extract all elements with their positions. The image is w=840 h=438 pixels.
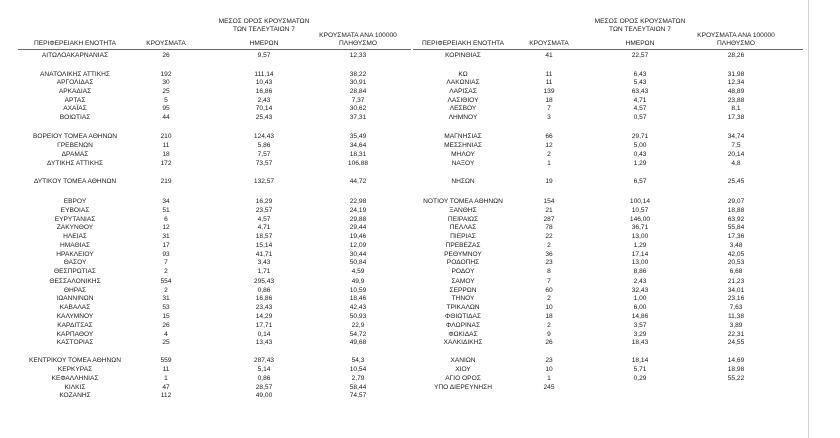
- left-row-per100k: 12,09: [349, 242, 367, 249]
- left-row-name: ΘΕΣΠΡΩΤΙΑΣ: [53, 268, 97, 275]
- right-header-per100k-2: ΠΛΗΘΥΣΜΟ: [717, 40, 755, 47]
- right-row-cases: 3: [547, 114, 551, 121]
- right-row-name: ΦΛΩΡΙΝΑΣ: [445, 322, 481, 329]
- left-row-avg: 111,14: [254, 71, 274, 78]
- left-row-avg: 23,57: [255, 207, 273, 214]
- left-row-name: ΚΟΖΑΝΗΣ: [59, 392, 91, 399]
- left-header-avg-3: ΗΜΕΡΩΝ: [249, 40, 279, 47]
- left-row-cases: 7: [164, 259, 168, 266]
- right-row-per100k: 48,89: [727, 88, 745, 95]
- left-row-per100k: 34,64: [349, 142, 367, 149]
- right-row-cases: 60: [545, 287, 553, 294]
- right-row-name: ΤΗΝΟΥ: [451, 295, 475, 302]
- right-row-name: ΞΑΝΘΗΣ: [449, 207, 477, 214]
- right-row-per100k: 22,31: [727, 331, 745, 338]
- right-row-per100k: 12,34: [727, 79, 745, 86]
- left-row-name: ΒΟΡΕΙΟΥ ΤΟΜΕΑ ΑΘΗΝΩΝ: [32, 133, 118, 140]
- left-header-cases: ΚΡΟΥΣΜΑΤΑ: [146, 40, 186, 47]
- right-row-cases: 2: [547, 151, 551, 158]
- left-row-cases: 25: [162, 339, 170, 346]
- left-row-per100k: 38,22: [349, 71, 367, 78]
- left-row-cases: 31: [162, 295, 170, 302]
- left-row-per100k: 22,98: [349, 198, 367, 205]
- left-row-per100k: 29,88: [349, 216, 367, 223]
- right-row-avg: 4,71: [633, 97, 647, 104]
- left-row-per100k: 50,84: [349, 259, 367, 266]
- left-row-cases: 112: [160, 392, 172, 399]
- right-row-per100k: 20,14: [727, 151, 745, 158]
- left-row-per100k: 42,43: [349, 304, 367, 311]
- right-row-cases: 2: [547, 242, 551, 249]
- left-row-per100k: 58,44: [349, 384, 367, 391]
- left-row-name: ΚΕΡΚΥΡΑΣ: [57, 366, 93, 373]
- right-row-per100k: 17,36: [727, 233, 745, 240]
- left-row-per100k: 18,31: [349, 151, 367, 158]
- right-row-per100k: 63,92: [727, 216, 745, 223]
- right-header-avg-3: ΗΜΕΡΩΝ: [625, 40, 655, 47]
- right-row-per100k: 7,5: [731, 142, 741, 149]
- left-row-name: ΑΙΤΩΛΟΑΚΑΡΝΑΝΙΑΣ: [41, 52, 109, 59]
- left-row-avg: 0,14: [257, 331, 271, 338]
- right-row-cases: 11: [545, 71, 553, 78]
- left-row-avg: 15,14: [255, 242, 273, 249]
- left-row-name: ΚΑΛΥΜΝΟΥ: [56, 313, 94, 320]
- right-header-cases: ΚΡΟΥΣΜΑΤΑ: [529, 40, 569, 47]
- left-row-cases: 25: [162, 88, 170, 95]
- left-row-name: ΚΕΦΑΛΛΗΝΙΑΣ: [51, 375, 99, 382]
- left-row-avg: 16,29: [255, 198, 273, 205]
- right-row-avg: 36,71: [631, 224, 649, 231]
- right-row-name: ΛΕΣΒΟΥ: [449, 105, 477, 112]
- left-row-name: ΚΑΡΔΙΤΣΑΣ: [57, 322, 93, 329]
- right-row-per100k: 20,53: [727, 259, 745, 266]
- right-row-per100k: 21,23: [727, 278, 745, 285]
- right-row-name: ΛΑΣΙΘΙΟΥ: [447, 97, 479, 104]
- left-row-cases: 47: [162, 384, 170, 391]
- right-header-region: ΠΕΡΙΦΕΡΕΙΑΚΗ ΕΝΟΤΗΤΑ: [421, 40, 505, 47]
- right-row-cases: 21: [545, 207, 553, 214]
- right-row-avg: 13,00: [631, 259, 649, 266]
- right-row-name: ΚΟΡΙΝΘΙΑΣ: [445, 52, 481, 59]
- left-row-per100k: 22,9: [351, 322, 365, 329]
- right-row-cases: 9: [547, 331, 551, 338]
- page-edge: [808, 0, 809, 438]
- left-header-per100k-1: ΚΡΟΥΣΜΑΤΑ ΑΝΑ 100000: [319, 32, 397, 39]
- right-row-per100k: 23,88: [727, 97, 745, 104]
- right-row-cases: 12: [545, 142, 553, 149]
- left-row-cases: 2: [164, 287, 168, 294]
- right-row-per100k: 3,48: [729, 242, 743, 249]
- right-row-avg: 18,14: [631, 357, 649, 364]
- right-row-avg: 2,43: [633, 278, 647, 285]
- left-row-avg: 73,57: [255, 160, 273, 167]
- right-row-cases: 154: [543, 198, 555, 205]
- left-row-cases: 210: [160, 133, 172, 140]
- left-row-name: ΗΜΑΘΙΑΣ: [60, 242, 90, 249]
- right-row-name: ΝΑΞΟΥ: [451, 160, 475, 167]
- left-row-name: ΑΡΚΑΔΙΑΣ: [58, 88, 92, 95]
- left-row-cases: 219: [160, 178, 172, 185]
- left-row-per100k: 50,93: [349, 313, 367, 320]
- right-row-avg: 100,14: [629, 198, 651, 205]
- left-row-cases: 26: [162, 322, 170, 329]
- left-row-avg: 4,57: [257, 216, 271, 223]
- right-row-avg: 29,71: [631, 133, 649, 140]
- left-row-cases: 11: [162, 142, 170, 149]
- left-row-avg: 5,14: [257, 366, 271, 373]
- right-row-avg: 0,43: [633, 151, 647, 158]
- right-row-cases: 26: [545, 339, 553, 346]
- right-row-per100k: 55,84: [727, 224, 745, 231]
- right-row-cases: 2: [547, 322, 551, 329]
- right-row-name: ΦΩΚΙΔΑΣ: [448, 331, 478, 338]
- right-row-avg: 1,00: [633, 295, 647, 302]
- left-row-name: ΕΥΒΟΙΑΣ: [60, 207, 90, 214]
- left-row-avg: 28,57: [255, 384, 273, 391]
- right-row-name: ΡΟΔΟΠΗΣ: [446, 259, 480, 266]
- left-row-per100k: 106,88: [347, 160, 369, 167]
- left-row-per100k: 54,3: [351, 357, 365, 364]
- right-row-cases: 23: [545, 357, 553, 364]
- left-row-cases: 4: [164, 331, 168, 338]
- left-row-name: ΚΑΣΤΟΡΙΑΣ: [56, 339, 94, 346]
- right-row-avg: 63,43: [631, 88, 649, 95]
- right-row-cases: 36: [545, 251, 553, 258]
- right-row-cases: 22: [545, 233, 553, 240]
- right-header-avg-1: ΜΕΣΟΣ ΟΡΟΣ ΚΡΟΥΣΜΑΤΩΝ: [594, 18, 686, 25]
- right-header-divider: [413, 49, 803, 50]
- right-header-per100k-1: ΚΡΟΥΣΜΑΤΑ ΑΝΑ 100000: [697, 32, 775, 39]
- right-row-avg: 18,43: [631, 339, 649, 346]
- left-row-per100k: 74,57: [349, 392, 367, 399]
- left-row-per100k: 29,44: [349, 224, 367, 231]
- left-row-per100k: 4,59: [351, 268, 365, 275]
- left-row-name: ΔΥΤΙΚΗΣ ΑΤΤΙΚΗΣ: [47, 160, 103, 167]
- left-row-name: ΕΥΡΥΤΑΝΙΑΣ: [54, 216, 96, 223]
- right-row-per100k: 18,98: [727, 366, 745, 373]
- right-row-avg: 22,57: [631, 52, 649, 59]
- left-row-per100k: 24,19: [349, 207, 367, 214]
- right-row-avg: 0,29: [633, 375, 647, 382]
- left-row-per100k: 12,33: [349, 52, 367, 59]
- right-row-per100k: 18,88: [727, 207, 745, 214]
- right-row-name: ΛΗΜΝΟΥ: [448, 114, 478, 121]
- right-row-cases: 23: [545, 259, 553, 266]
- left-row-cases: 11: [162, 366, 170, 373]
- left-row-name: ΘΗΡΑΣ: [63, 287, 87, 294]
- left-row-name: ΚΑΒΑΛΑΣ: [59, 304, 91, 311]
- left-row-avg: 14,29: [255, 313, 273, 320]
- right-row-per100k: 34,01: [727, 287, 745, 294]
- right-row-name: ΧΑΛΚΙΔΙΚΗΣ: [443, 339, 483, 346]
- left-row-cases: 44: [162, 114, 170, 121]
- right-row-avg: 5,00: [633, 142, 647, 149]
- left-row-per100k: 30,91: [349, 79, 367, 86]
- right-row-name: ΜΑΓΝΗΣΙΑΣ: [444, 133, 482, 140]
- right-row-avg: 10,57: [631, 207, 649, 214]
- right-row-per100k: 31,98: [727, 71, 745, 78]
- right-row-per100k: 14,69: [727, 357, 745, 364]
- left-row-avg: 7,57: [257, 151, 271, 158]
- right-row-avg: 4,57: [633, 105, 647, 112]
- left-row-name: ΓΡΕΒΕΝΩΝ: [57, 142, 93, 149]
- left-row-cases: 34: [162, 198, 170, 205]
- left-row-cases: 172: [160, 160, 172, 167]
- right-row-cases: 10: [545, 366, 553, 373]
- right-row-per100k: 29,07: [727, 198, 745, 205]
- right-row-name: ΝΗΣΩΝ: [451, 178, 475, 185]
- left-row-per100k: 19,46: [349, 233, 367, 240]
- left-header-avg-1: ΜΕΣΟΣ ΟΡΟΣ ΚΡΟΥΣΜΑΤΩΝ: [218, 18, 310, 25]
- right-row-avg: 13,00: [631, 233, 649, 240]
- right-row-per100k: 23,16: [727, 295, 745, 302]
- right-row-name: ΡΟΔΟΥ: [451, 268, 475, 275]
- left-row-avg: 124,43: [253, 133, 275, 140]
- left-row-name: ΙΩΑΝΝΙΝΩΝ: [56, 295, 94, 302]
- left-row-avg: 17,71: [255, 322, 273, 329]
- right-row-cases: 245: [543, 384, 555, 391]
- left-row-avg: 0,86: [257, 375, 271, 382]
- right-row-cases: 66: [545, 133, 553, 140]
- left-row-avg: 287,43: [253, 357, 275, 364]
- right-row-avg: 3,57: [633, 322, 647, 329]
- left-row-avg: 2,43: [257, 97, 271, 104]
- left-row-avg: 41,71: [255, 251, 273, 258]
- left-row-avg: 3,43: [257, 259, 271, 266]
- left-row-name: ΚΙΛΚΙΣ: [64, 384, 86, 391]
- left-row-per100k: 30,62: [349, 105, 367, 112]
- left-header-region: ΠΕΡΙΦΕΡΕΙΑΚΗ ΕΝΟΤΗΤΑ: [33, 40, 117, 47]
- right-row-name: ΦΘΙΩΤΙΔΑΣ: [445, 313, 481, 320]
- left-row-cases: 15: [162, 313, 170, 320]
- left-row-cases: 30: [162, 79, 170, 86]
- left-row-cases: 31: [162, 233, 170, 240]
- left-row-cases: 559: [160, 357, 172, 364]
- right-row-name: ΤΡΙΚΑΛΩΝ: [446, 304, 480, 311]
- right-row-cases: 18: [545, 313, 553, 320]
- left-header-per100k-2: ΠΛΗΘΥΣΜΟ: [339, 40, 377, 47]
- right-row-avg: 1,29: [633, 160, 647, 167]
- left-row-name: ΚΑΡΠΑΘΟΥ: [56, 331, 94, 338]
- left-row-name: ΑΡΤΑΣ: [64, 97, 86, 104]
- right-row-name: ΜΗΛΟΥ: [451, 151, 475, 158]
- left-row-name: ΕΒΡΟΥ: [63, 198, 87, 205]
- left-row-avg: 5,86: [257, 142, 271, 149]
- right-row-per100k: 25,45: [727, 178, 745, 185]
- left-row-name: ΔΡΑΜΑΣ: [61, 151, 89, 158]
- left-header-avg-2: ΤΩΝ ΤΕΛΕΥΤΑΙΩΝ 7: [233, 25, 295, 33]
- right-row-per100k: 6,68: [729, 268, 743, 275]
- right-row-per100k: 11,38: [727, 313, 745, 320]
- left-row-cases: 554: [160, 278, 172, 285]
- right-row-cases: 139: [543, 88, 555, 95]
- left-row-avg: 9,57: [257, 52, 271, 59]
- left-row-per100k: 44,72: [349, 178, 367, 185]
- left-row-avg: 70,14: [255, 105, 273, 112]
- left-row-cases: 1: [164, 375, 168, 382]
- right-row-cases: 41: [545, 52, 553, 59]
- left-row-per100k: 2,79: [351, 375, 365, 382]
- left-header-divider: [18, 49, 411, 50]
- left-row-avg: 13,43: [255, 339, 273, 346]
- right-row-cases: 7: [547, 105, 551, 112]
- left-row-per100k: 10,59: [349, 287, 367, 294]
- left-row-per100k: 37,31: [349, 114, 367, 121]
- left-row-name: ΘΑΣΟΥ: [63, 259, 87, 266]
- right-row-avg: 5,43: [633, 79, 647, 86]
- right-row-avg: 32,43: [631, 287, 649, 294]
- right-row-name: ΠΕΙΡΑΙΩΣ: [447, 216, 479, 223]
- right-header-avg-2: ΤΩΝ ΤΕΛΕΥΤΑΙΩΝ 7: [609, 25, 671, 33]
- right-row-cases: 1: [547, 375, 551, 382]
- left-row-name: ΑΡΓΟΛΙΔΑΣ: [56, 79, 94, 86]
- right-row-name: ΥΠΟ ΔΙΕΡΕΥΝΗΣΗ: [434, 384, 492, 391]
- left-row-avg: 25,43: [255, 114, 273, 121]
- right-row-avg: 6,43: [633, 71, 647, 78]
- left-row-per100k: 54,72: [349, 331, 367, 338]
- right-row-avg: 146,00: [629, 216, 651, 223]
- right-row-per100k: 24,55: [727, 339, 745, 346]
- right-row-name: ΧΑΝΙΩΝ: [450, 357, 476, 364]
- left-row-avg: 1,71: [257, 268, 271, 275]
- right-row-name: ΠΡΕΒΕΖΑΣ: [445, 242, 481, 249]
- left-row-name: ΗΛΕΙΑΣ: [63, 233, 87, 240]
- right-row-name: ΣΑΜΟΥ: [451, 278, 475, 285]
- left-row-per100k: 30,44: [349, 251, 367, 258]
- right-row-avg: 5,71: [633, 366, 647, 373]
- left-row-avg: 16,86: [255, 88, 273, 95]
- right-row-name: ΠΕΛΛΑΣ: [449, 224, 477, 231]
- left-row-per100k: 10,54: [349, 366, 367, 373]
- left-row-name: ΔΥΤΙΚΟΥ ΤΟΜΕΑ ΑΘΗΝΩΝ: [33, 178, 117, 185]
- left-row-avg: 132,57: [253, 178, 275, 185]
- left-row-avg: 4,71: [257, 224, 271, 231]
- right-row-cases: 7: [547, 278, 551, 285]
- left-row-name: ΖΑΚΥΝΘΟΥ: [56, 224, 94, 231]
- left-row-avg: 0,86: [257, 287, 271, 294]
- right-row-name: ΚΩ: [458, 71, 468, 78]
- left-row-cases: 51: [162, 207, 170, 214]
- right-row-cases: 11: [545, 79, 553, 86]
- left-row-avg: 49,00: [255, 392, 273, 399]
- left-row-per100k: 49,68: [349, 339, 367, 346]
- left-row-avg: 23,43: [255, 304, 273, 311]
- right-row-per100k: 55,22: [727, 375, 745, 382]
- left-row-cases: 93: [162, 251, 170, 258]
- left-row-cases: 6: [164, 216, 168, 223]
- left-row-cases: 12: [162, 224, 170, 231]
- left-row-cases: 26: [162, 52, 170, 59]
- right-row-name: ΜΕΣΣΗΝΙΑΣ: [444, 142, 482, 149]
- left-row-per100k: 18,46: [349, 295, 367, 302]
- left-row-name: ΑΝΑΤΟΛΙΚΗΣ ΑΤΤΙΚΗΣ: [40, 71, 110, 78]
- right-row-per100k: 34,74: [727, 133, 745, 140]
- left-row-per100k: 49,9: [351, 278, 365, 285]
- left-row-name: ΘΕΣΣΑΛΟΝΙΚΗΣ: [49, 278, 101, 285]
- right-row-avg: 6,00: [633, 304, 647, 311]
- right-row-name: ΠΙΕΡΙΑΣ: [450, 233, 476, 240]
- right-row-cases: 18: [545, 97, 553, 104]
- right-row-per100k: 3,89: [729, 322, 743, 329]
- right-row-name: ΣΕΡΡΩΝ: [449, 287, 477, 294]
- right-row-name: ΧΙΟΥ: [455, 366, 471, 373]
- right-row-name: ΡΕΘΥΜΝΟΥ: [444, 251, 482, 258]
- right-row-name: ΝΟΤΙΟΥ ΤΟΜΕΑ ΑΘΗΝΩΝ: [423, 198, 503, 205]
- right-row-cases: 2: [547, 295, 551, 302]
- right-row-per100k: 28,26: [727, 52, 745, 59]
- left-row-name: ΚΕΝΤΡΙΚΟΥ ΤΟΜΕΑ ΑΘΗΝΩΝ: [29, 357, 121, 364]
- right-row-avg: 17,14: [631, 251, 649, 258]
- left-row-avg: 295,43: [253, 278, 275, 285]
- left-row-per100k: 7,37: [351, 97, 365, 104]
- left-row-name: ΗΡΑΚΛΕΙΟΥ: [56, 251, 94, 258]
- right-row-cases: 10: [545, 304, 553, 311]
- right-row-cases: 8: [547, 268, 551, 275]
- left-row-avg: 18,57: [255, 233, 273, 240]
- right-row-avg: 3,29: [633, 331, 647, 338]
- right-row-per100k: 17,38: [727, 114, 745, 121]
- right-row-cases: 1: [547, 160, 551, 167]
- left-row-cases: 2: [164, 268, 168, 275]
- left-row-name: ΑΧΑΪΑΣ: [63, 105, 87, 112]
- left-row-per100k: 35,49: [349, 133, 367, 140]
- right-row-name: ΛΑΡΙΣΑΣ: [449, 88, 477, 95]
- right-row-cases: 287: [543, 216, 555, 223]
- right-row-cases: 19: [545, 178, 553, 185]
- left-row-cases: 17: [162, 242, 170, 249]
- left-row-cases: 53: [162, 304, 170, 311]
- right-row-name: ΛΑΚΩΝΙΑΣ: [446, 79, 480, 86]
- right-row-per100k: 8,1: [731, 105, 741, 112]
- left-row-cases: 95: [162, 105, 170, 112]
- right-row-avg: 6,57: [633, 178, 647, 185]
- right-row-avg: 0,57: [633, 114, 647, 121]
- left-row-name: ΒΟΙΩΤΙΑΣ: [59, 114, 91, 121]
- left-row-cases: 5: [164, 97, 168, 104]
- left-row-cases: 192: [160, 71, 172, 78]
- right-row-per100k: 4,8: [731, 160, 741, 167]
- right-row-avg: 8,86: [633, 268, 647, 275]
- right-row-per100k: 7,63: [729, 304, 743, 311]
- right-row-avg: 1,29: [633, 242, 647, 249]
- right-row-name: ΑΓΙΟ ΟΡΟΣ: [445, 375, 481, 382]
- left-row-per100k: 28,84: [349, 88, 367, 95]
- right-row-cases: 78: [545, 224, 553, 231]
- left-row-avg: 16,86: [255, 295, 273, 302]
- left-row-cases: 18: [162, 151, 170, 158]
- right-row-avg: 14,86: [631, 313, 649, 320]
- left-row-avg: 10,43: [255, 79, 273, 86]
- right-row-per100k: 42,05: [727, 251, 745, 258]
